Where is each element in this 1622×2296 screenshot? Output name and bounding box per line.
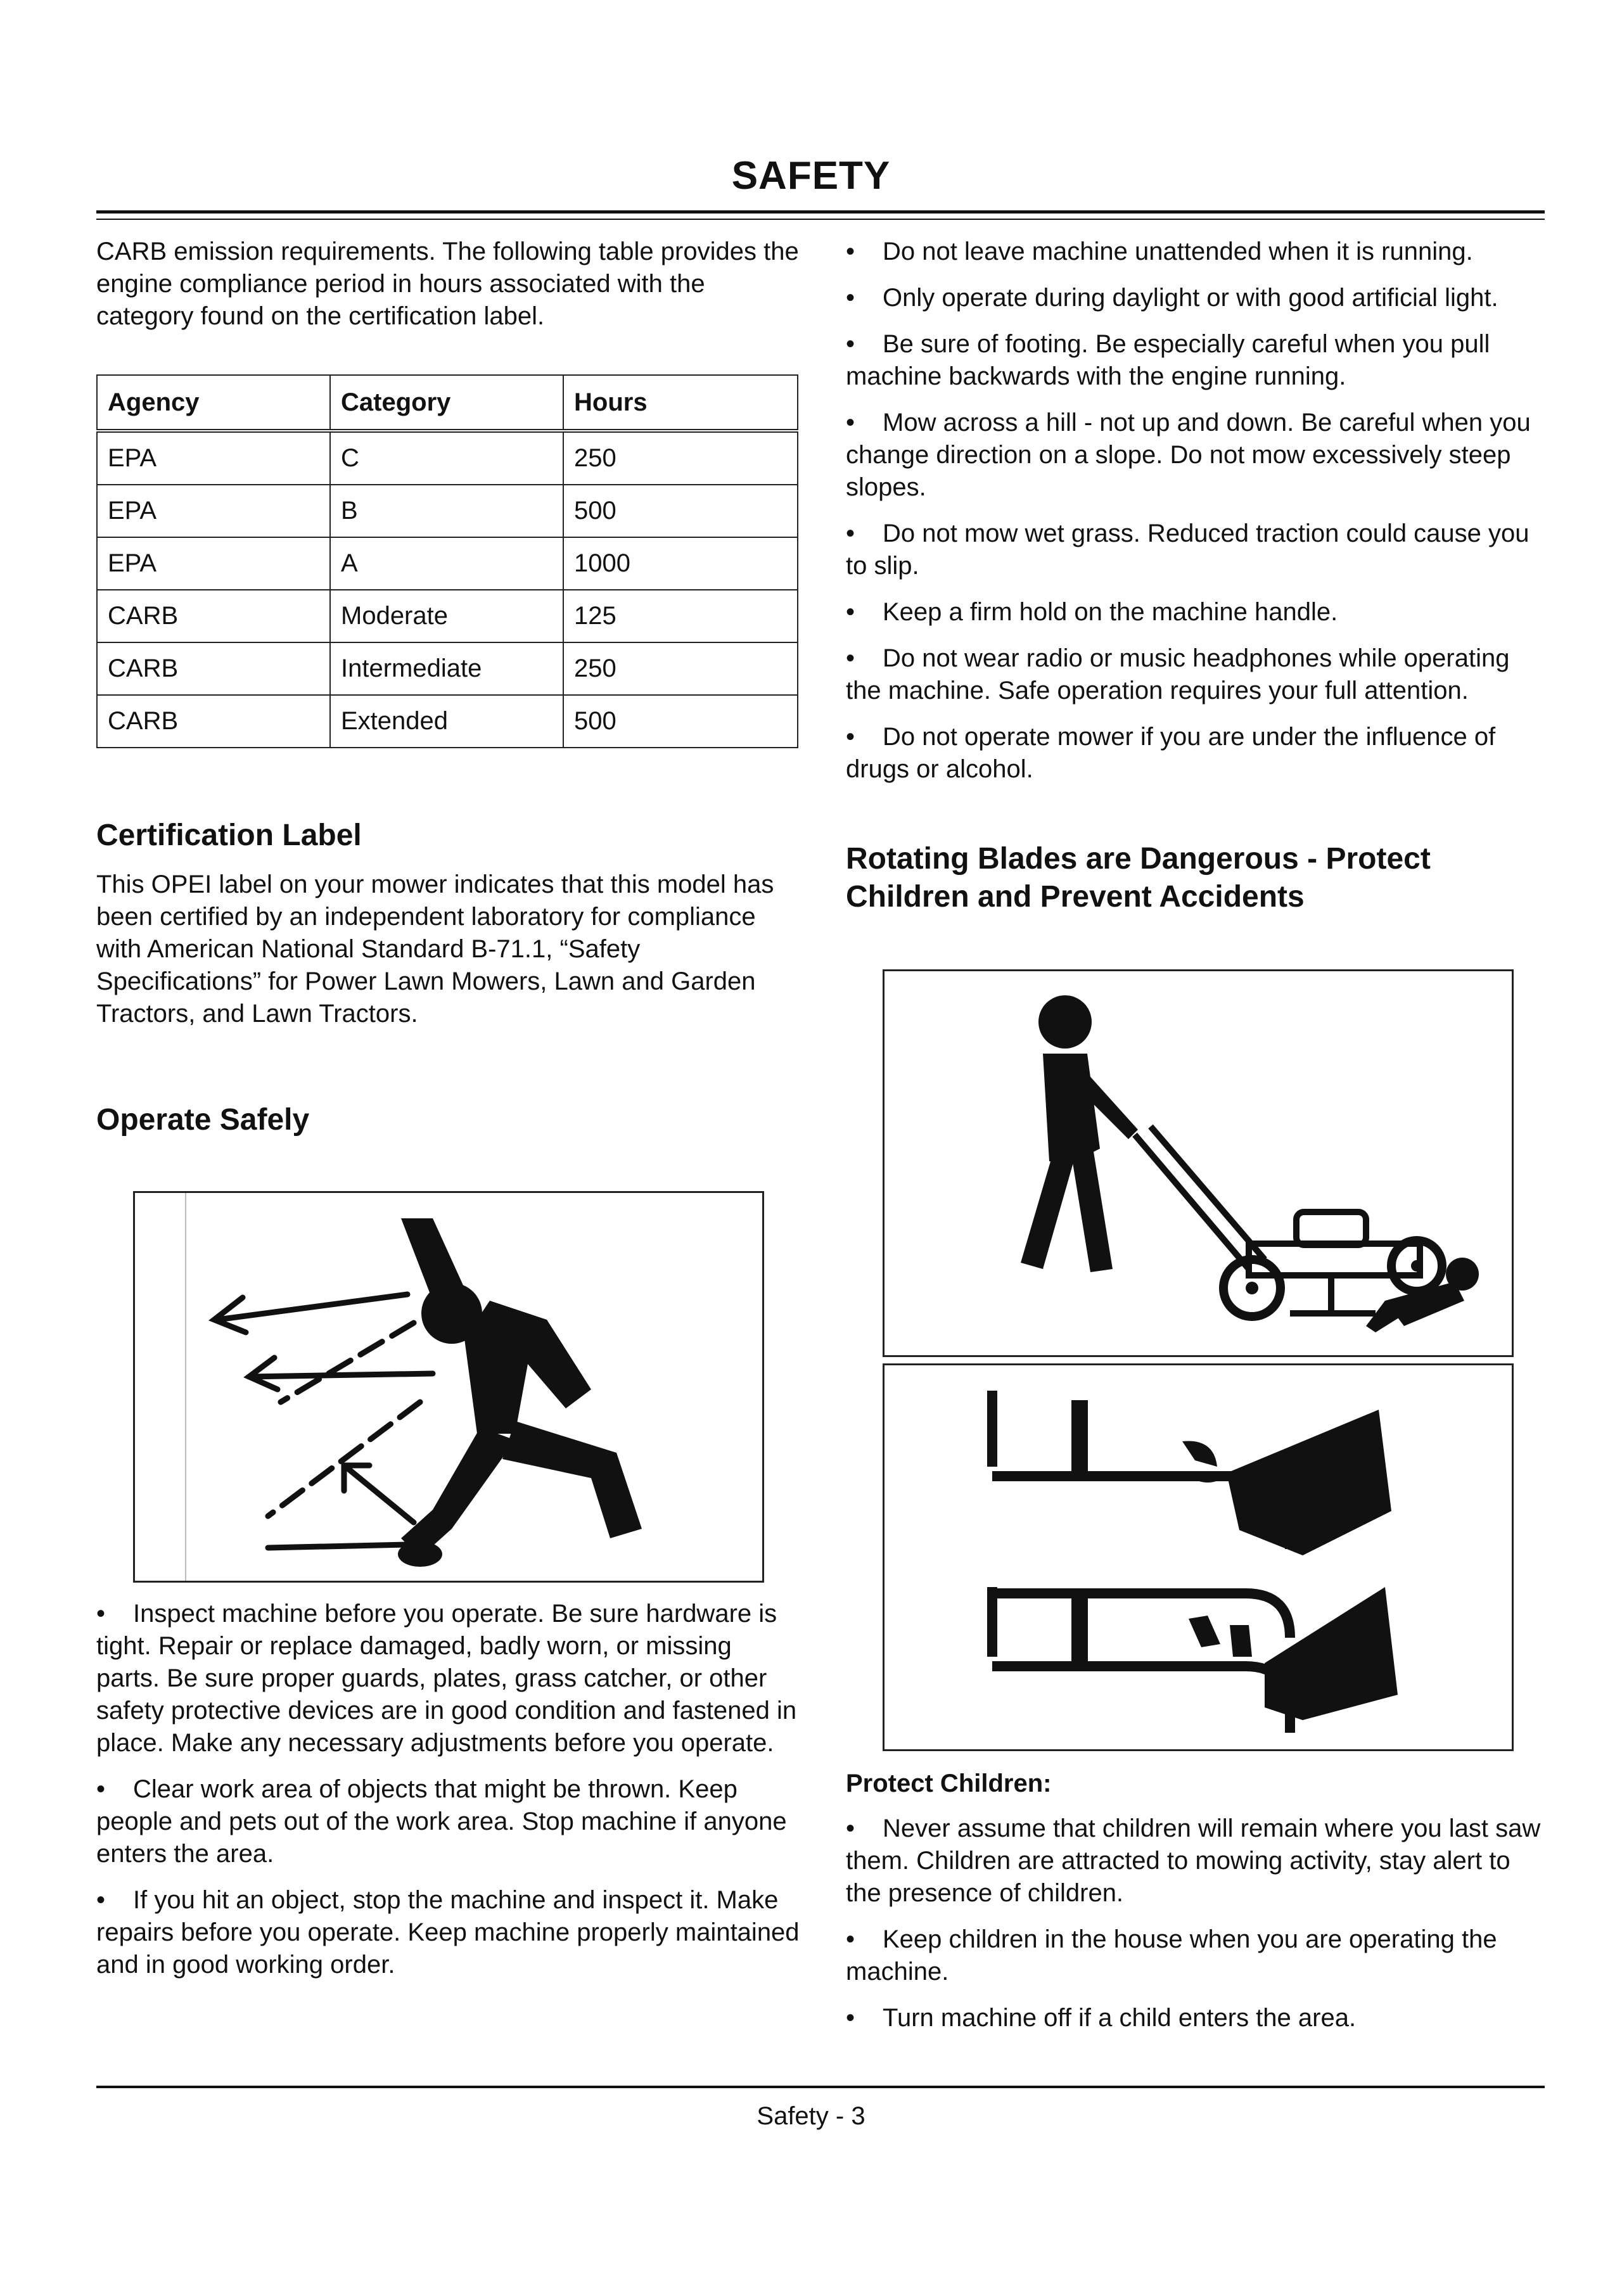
page-number: Safety - 3 — [757, 2102, 865, 2130]
list-item: • Be sure of footing. Be especially careful when you pull machine backwards with the engine running. — [846, 330, 1490, 390]
cell-category: Moderate — [330, 590, 563, 642]
list-item: • Never assume that children will remain where you last saw them. Children are attracted to mowing activity, stay alert to the presence of children. — [846, 1814, 1541, 1907]
certification-heading: Certification Label — [96, 819, 362, 852]
foot-blade-illustration — [883, 1363, 1514, 1751]
right-column — [846, 236, 1546, 916]
list-item: • Turn machine off if a child enters the area. — [846, 2004, 1357, 2032]
cell-hours: 500 — [563, 485, 798, 537]
footer-rule — [96, 2086, 1545, 2088]
foot-under-deck-icon — [884, 1365, 1512, 1749]
thrown-object-person-icon — [135, 1193, 762, 1581]
cell-agency: EPA — [97, 537, 330, 590]
cell-category: Extended — [330, 695, 563, 748]
list-item: • Clear work area of objects that might be thrown. Keep people and pets out of the work area. Stop machine if anyone enters the area. — [96, 1775, 787, 1868]
cell-hours: 125 — [563, 590, 798, 642]
table-row — [97, 431, 798, 485]
cell-hours: 250 — [563, 642, 798, 695]
cell-agency: CARB — [97, 695, 330, 748]
cell-category: B — [330, 485, 563, 537]
left-column — [96, 236, 800, 1139]
table-header-row — [97, 375, 798, 431]
list-item: • Do not leave machine unattended when it is running. — [846, 238, 1473, 265]
column-header-agency: Agency — [97, 375, 330, 431]
list-item: • Keep a firm hold on the machine handle. — [846, 598, 1338, 626]
table-row — [97, 537, 798, 590]
list-item: • Do not mow wet grass. Reduced traction could cause you to slip. — [846, 520, 1529, 580]
list-item: • If you hit an object, stop the machine and inspect it. Make repairs before you operate. Keep machine properly maintained and in good working order. — [96, 1886, 800, 1979]
page-title: SAFETY — [731, 154, 891, 198]
table-row — [97, 642, 798, 695]
protect-children-section — [846, 1768, 1546, 2048]
column-header-category: Category — [330, 375, 563, 431]
list-item: • Keep children in the house when you are operating the machine. — [846, 1925, 1497, 1986]
rotating-blades-heading: Rotating Blades are Dangerous - Protect Children and Prevent Accidents — [846, 842, 1431, 914]
operate-safely-heading: Operate Safely — [96, 1103, 310, 1137]
list-item: • Do not wear radio or music headphones while operating the machine. Safe operation requires your full attention. — [846, 644, 1510, 705]
table-row — [97, 590, 798, 642]
list-item: • Only operate during daylight or with good artificial light. — [846, 284, 1498, 312]
cell-hours: 250 — [563, 431, 798, 485]
list-item: • Mow across a hill - not up and down. Be careful when you change direction on a slope. Do not mow excessively steep slopes. — [846, 409, 1531, 501]
table-row — [97, 695, 798, 748]
cell-category: A — [330, 537, 563, 590]
header-rule-thick — [96, 210, 1545, 214]
certification-paragraph: This OPEI label on your mower indicates that this model has been certified by an independent laboratory for compliance with American National Standard B-71.1, “Safety Specifications” for Power Lawn Mowers, Lawn and Garden Tractors, and Lawn Tractors. — [96, 871, 774, 1028]
column-header-hours: Hours — [563, 375, 798, 431]
compliance-table — [96, 374, 798, 748]
cell-category: Intermediate — [330, 642, 563, 695]
operate-safely-bullets — [96, 1598, 800, 1995]
cell-agency: CARB — [97, 590, 330, 642]
table-row — [97, 485, 798, 537]
protect-children-heading: Protect Children: — [846, 1770, 1052, 1797]
cell-category: C — [330, 431, 563, 485]
cell-agency: CARB — [97, 642, 330, 695]
cell-hours: 1000 — [563, 537, 798, 590]
thrown-object-warning-illustration — [133, 1191, 764, 1583]
header-rule-thin — [96, 219, 1545, 220]
mower-child-icon — [884, 971, 1512, 1355]
cell-hours: 500 — [563, 695, 798, 748]
list-item: • Do not operate mower if you are under the influence of drugs or alcohol. — [846, 723, 1496, 783]
mower-child-illustration — [883, 969, 1514, 1357]
cell-agency: EPA — [97, 485, 330, 537]
intro-paragraph: CARB emission requirements. The following table provides the engine compliance period in hours associated with the category found on the certification label. — [96, 238, 799, 330]
list-item: • Inspect machine before you operate. Be sure hardware is tight. Repair or replace damaged, badly worn, or missing parts. Be sure proper guards, plates, grass catcher, or other safety protective devices are in good condition and fastened in place. Make any necessary adjustments before you operate. — [96, 1600, 797, 1757]
cell-agency: EPA — [97, 431, 330, 485]
